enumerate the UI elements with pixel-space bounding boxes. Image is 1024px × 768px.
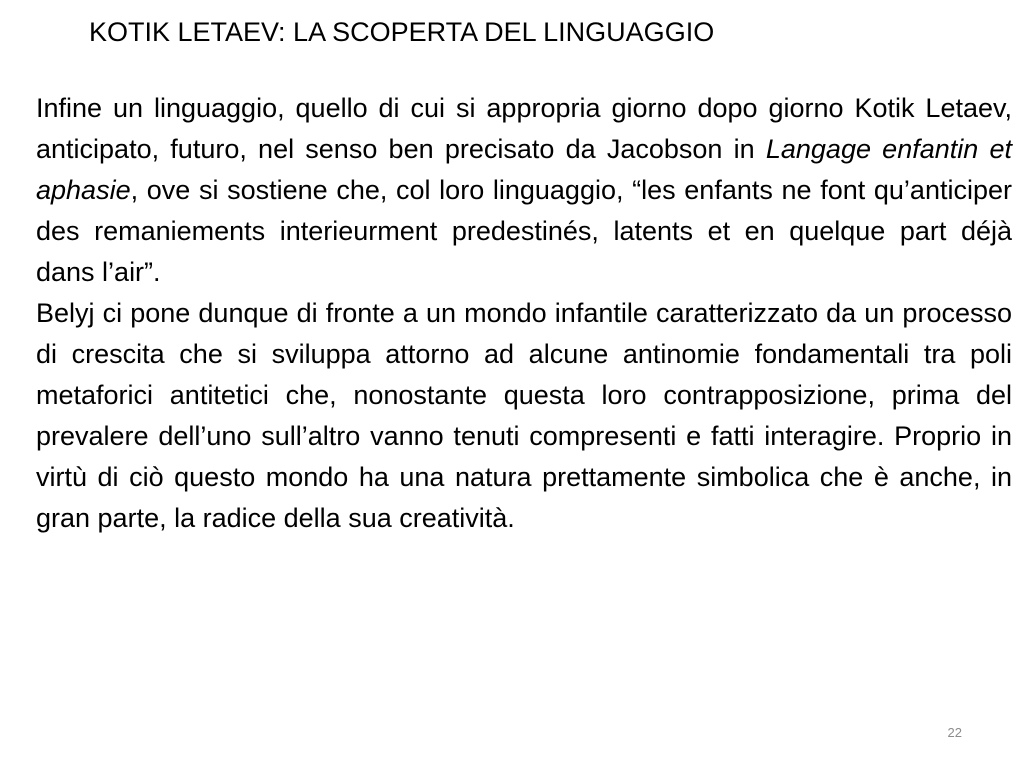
paragraph-1-text-start: Infine un linguaggio, quello di cui si appropria giorno dopo giorno Kotik Letaev, anticipato, futuro, nel senso ben precisato da Jacobson in <box>36 93 1012 164</box>
paragraph-1-text-end: , ove si sostiene che, col loro linguaggio, “les enfants ne font qu’anticiper des remaniements interieurment predestinés, latents et en quelque part déjà dans l’air”. <box>36 175 1012 287</box>
slide-title: KOTIK LETAEV: LA SCOPERTA DEL LINGUAGGIO <box>89 17 715 47</box>
body-paragraph-1 <box>36 88 1012 293</box>
book-title-italic: Langage enfantin et aphasie <box>36 134 1012 205</box>
slide-number: 22 <box>947 725 962 740</box>
slide-body <box>36 88 1012 539</box>
body-paragraph-2: Belyj ci pone dunque di fronte a un mondo infantile caratterizzato da un processo di crescita che si sviluppa attorno ad alcune antinomie fondamentali tra poli metaforici antitetici che, nonostante questa loro contrapposizione, prima del prevalere dell’uno sull’altro vanno tenuti compresenti e fatti interagire. Proprio in virtù di ciò questo mondo ha una natura prettamente simbolica che è anche, in gran parte, la radice della sua creatività. <box>36 298 1012 533</box>
